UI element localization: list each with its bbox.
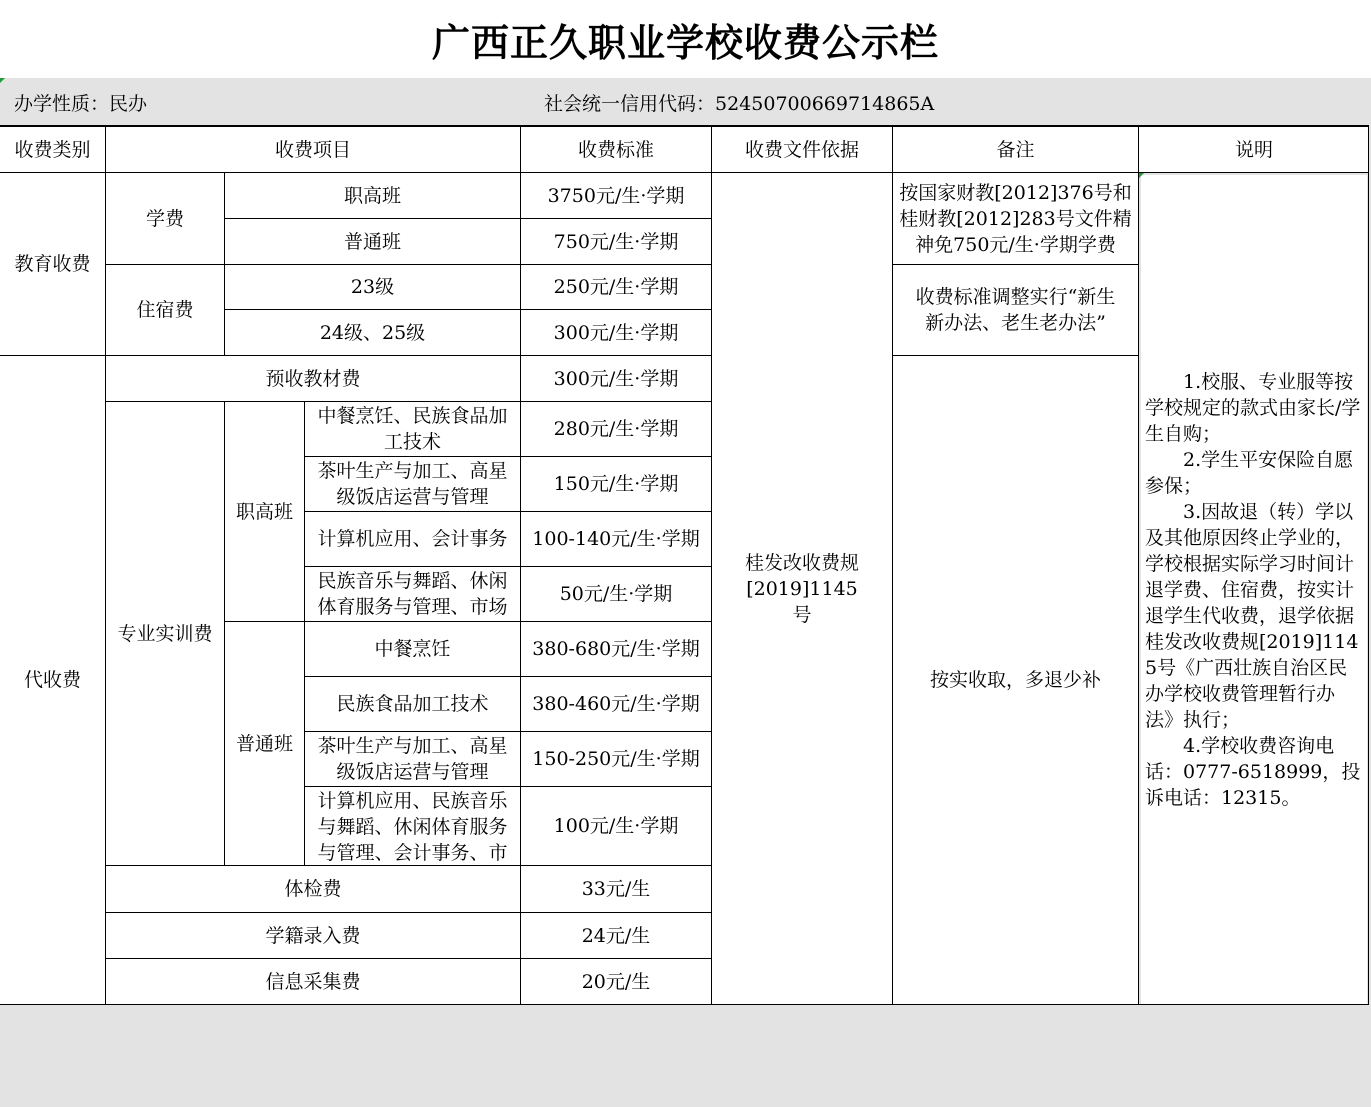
table-border [305,456,712,457]
table-border [106,865,712,866]
page-title[interactable]: 广西正久职业学校收费公示栏 [0,0,1371,78]
table-border [893,264,1139,265]
gridline [1219,78,1220,125]
table-border [0,1004,1369,1005]
table-border [106,264,712,265]
info-fee[interactable]: 20元/生 [521,959,711,1004]
training-item-fee[interactable]: 280元/生·学期 [521,402,711,456]
tuition-label[interactable]: 学费 [106,173,224,264]
training-item-name[interactable]: 中餐烹饪 [305,622,520,676]
note-item: 2.学生平安保险自愿参保； [1145,448,1354,497]
header-category[interactable]: 收费类别 [0,127,105,173]
regular-label[interactable]: 普通班 [225,622,304,865]
table-border [0,172,1369,173]
training-item-name[interactable]: 中餐烹饪、民族食品加工技术 [305,402,520,456]
table-border [892,125,893,1005]
table-border [893,355,1139,356]
tuition-item-fee[interactable]: 750元/生·学期 [521,219,711,264]
table-border [305,786,712,787]
table-border [106,912,712,913]
note-item: 4.学校收费咨询电话：0777-6518999，投诉电话：12315。 [1145,734,1361,809]
dorm-item-fee[interactable]: 300元/生·学期 [521,310,711,355]
agency-remark[interactable]: 按实收取，多退少补 [893,356,1138,1004]
training-item-fee[interactable]: 100-140元/生·学期 [521,512,711,566]
header-explain[interactable]: 说明 [1139,127,1369,173]
gridline [0,1044,1371,1045]
gridline [1219,1005,1220,1107]
physical-fee[interactable]: 33元/生 [521,866,711,912]
dorm-label[interactable]: 住宿费 [106,265,224,355]
table-border [0,355,712,356]
header-standard[interactable]: 收费标准 [521,127,711,173]
table-border [106,401,712,402]
enroll-name[interactable]: 学籍录入费 [106,913,520,958]
training-item-name[interactable]: 茶叶生产与加工、高星级饭店运营与管理 [305,732,520,786]
table-border [225,309,712,310]
dorm-item-fee[interactable]: 250元/生·学期 [521,265,711,309]
training-item-name[interactable]: 民族音乐与舞蹈、休闲体育服务与管理、市场 [305,567,520,621]
dorm-remark[interactable]: 收费标准调整实行“新生新办法、老生老办法” [893,265,1138,355]
table-border [224,401,225,866]
training-item-fee[interactable]: 50元/生·学期 [521,567,711,621]
training-item-fee[interactable]: 150-250元/生·学期 [521,732,711,786]
table-border [1138,125,1139,1005]
gridline [1138,1005,1139,1107]
textbook-name[interactable]: 预收教材费 [106,356,520,401]
table-border [225,621,712,622]
gridline [224,1005,225,1107]
physical-name[interactable]: 体检费 [106,866,520,912]
gridline [711,1005,712,1107]
table-border [106,958,712,959]
tuition-item-name[interactable]: 职高班 [225,173,520,218]
training-item-name[interactable]: 计算机应用、会计事务 [305,512,520,566]
textbook-fee[interactable]: 300元/生·学期 [521,356,711,401]
table-border [305,676,712,677]
basis-document[interactable]: 桂发改收费规[2019]1145号 [712,173,892,1004]
table-border [1368,125,1369,1005]
note-item: 1.校服、专业服等按学校规定的款式由家长/学生自购； [1145,370,1361,445]
note-item: 3.因故退（转）学以及其他原因终止学业的，学校根据实际学习时间计退学费、住宿费，按实计退学生代收费，退学依据桂发改收费规[2019]1145号《广西壮族自治区民办学校收费管理暂行办法》执行； [1145,500,1359,731]
dorm-item-name[interactable]: 23级 [225,265,520,309]
header-basis[interactable]: 收费文件依据 [712,127,892,173]
training-item-fee[interactable]: 380-460元/生·学期 [521,677,711,731]
gridline [224,78,225,125]
gridline [304,1005,305,1107]
gridline [304,78,305,125]
gridline [892,1005,893,1107]
info-name[interactable]: 信息采集费 [106,959,520,1004]
training-item-name[interactable]: 计算机应用、民族音乐与舞蹈、休闲体育服务与管理、会计事务、市 [305,787,520,865]
table-border [520,125,521,1005]
table-border [0,125,1369,127]
training-item-name[interactable]: 民族食品加工技术 [305,677,520,731]
table-border [305,566,712,567]
explain-notes[interactable] [1141,175,1367,1004]
table-border [304,401,305,866]
table-border [224,172,225,356]
gridline [105,1005,106,1107]
training-item-fee[interactable]: 100元/生·学期 [521,787,711,865]
tuition-remark[interactable]: 按国家财教[2012]376号和桂财教[2012]283号文件精神免750元/生·学期学费 [893,173,1138,264]
training-label[interactable]: 专业实训费 [106,402,224,865]
dorm-item-name[interactable]: 24级、25级 [225,310,520,355]
table-border [105,125,106,1005]
training-item-fee[interactable]: 380-680元/生·学期 [521,622,711,676]
school-nature[interactable]: 办学性质：民办 [14,93,148,115]
enroll-fee[interactable]: 24元/生 [521,913,711,958]
cell-comment-marker [0,78,5,83]
table-border [225,218,712,219]
training-item-name[interactable]: 茶叶生产与加工、高星级饭店运营与管理 [305,457,520,511]
tuition-item-name[interactable]: 普通班 [225,219,520,264]
cell-comment-marker [1139,173,1144,178]
header-remark[interactable]: 备注 [893,127,1138,173]
credit-code[interactable]: 社会统一信用代码：52450700669714865A [544,93,935,115]
tuition-item-fee[interactable]: 3750元/生·学期 [521,173,711,218]
header-item[interactable]: 收费项目 [106,127,520,173]
table-border [305,731,712,732]
gridline [520,1005,521,1107]
vocational-label[interactable]: 职高班 [225,402,304,621]
training-item-fee[interactable]: 150元/生·学期 [521,457,711,511]
table-border [305,511,712,512]
category-edu[interactable]: 教育收费 [0,173,105,355]
table-border [711,125,712,1005]
category-agency[interactable]: 代收费 [0,356,105,1004]
gridline [0,78,1371,79]
